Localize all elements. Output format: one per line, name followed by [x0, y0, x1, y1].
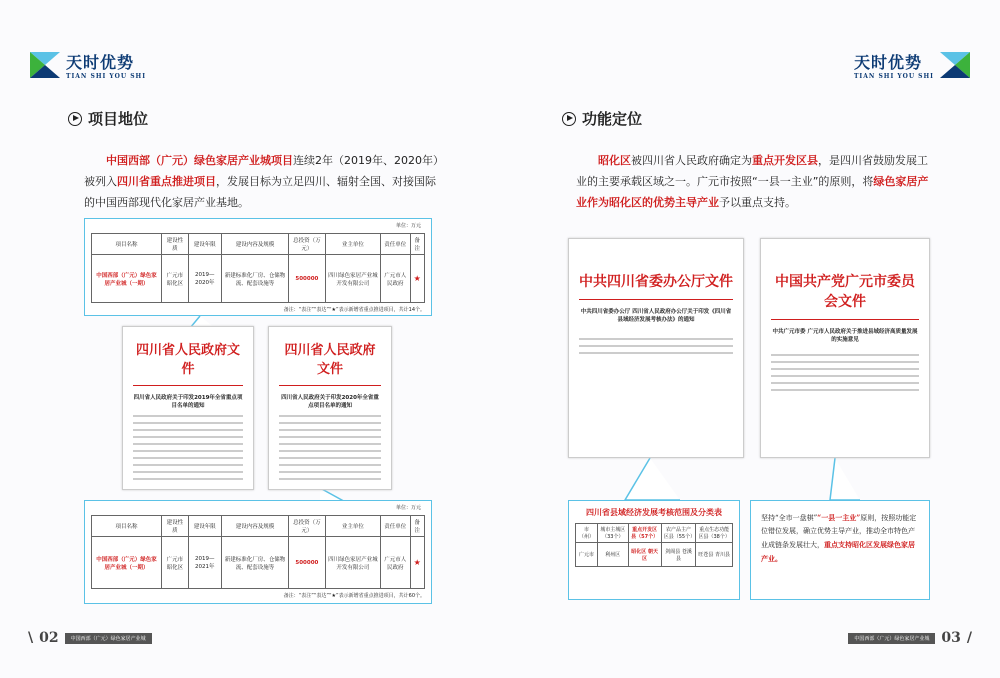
table-row: 中国西部（广元）绿色家居产业城（一期） 广元市昭化区 2019—2021年 新建标准化厂房、仓储物流、配套设施等 500000 四川绿色家居产业城开发有限公司 广元市人民政府 ★ — [92, 537, 425, 589]
provincial-doc-2019: 四川省人民政府文件 四川省人民政府关于印发2019年全省重点项目名单的通知 — [122, 326, 254, 490]
key-project-table-2020: 单位：万元 项目名称 建设性质 建设年限 建设内容及规模 总投资（万元） 业主单位 责任单位 备注 中国西部（广元）绿色家居产业城（一期） 广元市昭化区 2019—2021年 新建标准化厂房、仓储物流、配套设施等 500000 四川绿色家居产业城开发有限公司 广元市人民政府 ★ 备注：“表注”“表达”“★”表示新增省重点推进项目，共计60个。 — [84, 500, 432, 604]
brand-title: 天时优势 — [853, 53, 922, 72]
key-project-table-2019: 单位：万元 项目名称 建设性质 建设年限 建设内容及规模 总投资（万元） 业主单位 责任单位 备注 中国西部（广元）绿色家居产业城（一期） 广元市昭化区 2019—2020年 新建标准化厂房、仓储物流、配套设施等 500000 四川绿色家居产业城开发有限公司 广元市人民政府 ★ 备注：“表注”“表达”“★”表示新增省重点推进项目，共计14个。 — [84, 218, 432, 316]
county-classification-table: 四川省县域经济发展考核范围及分类表 市（州） 城市主城区（33个） 重点开发区县（57个） 农产品主产区县（55个） 重点生态功能区县（38个） 广元市 利州区 昭化区 朝天区 剑阁县 苍溪县 旺苍县 青川县 — [568, 500, 740, 600]
city-committee-doc: 中国共产党广元市委员会文件 中共广元市委 广元市人民政府关于推进县域经济高质量发展的实施意见 — [760, 238, 930, 458]
brand-subtitle: TIAN SHI YOU SHI — [853, 73, 934, 80]
table-header-row: 项目名称 建设性质 建设年限 建设内容及规模 总投资（万元） 业主单位 责任单位 备注 — [92, 234, 425, 255]
table-header-row: 项目名称 建设性质 建设年限 建设内容及规模 总投资（万元） 业主单位 责任单位 备注 — [92, 516, 425, 537]
right-page — [500, 0, 1000, 678]
table-header-row: 市（州） 城市主城区（33个） 重点开发区县（57个） 农产品主产区县（55个） 重点生态功能区县（38个） — [576, 524, 733, 543]
policy-quote-box: 坚持“全市一盘棋”“一县一主业”原则，按照功能定位错位发展，确立优势主导产业，推动全市特色产业成链条发展壮大，重点支持昭化区发展绿色家居产业。 — [750, 500, 930, 600]
page-footer: \ 02 中国西部（广元）绿色家居产业城 — [28, 630, 152, 646]
footer-bar: 中国西部（广元）绿色家居产业城 — [848, 633, 935, 644]
table-row: 广元市 利州区 昭化区 朝天区 剑阁县 苍溪县 旺苍县 青川县 — [576, 543, 733, 567]
footer-bar: 中国西部（广元）绿色家居产业城 — [65, 633, 152, 644]
section-title: 项目地位 — [88, 110, 149, 128]
provincial-doc-2020: 四川省人民政府文件 四川省人民政府关于印发2020年全省重点项目名单的通知 — [268, 326, 392, 490]
page-number: 03 — [941, 630, 961, 646]
intro-paragraph: 中国西部（广元）绿色家居产业城项目连续2年（2019年、2020年）被列入四川省重点推进项目，发展目标为立足四川、辐射全国、对接国际的中国西部现代化家居产业基地。 — [84, 154, 444, 209]
section-title: 功能定位 — [582, 110, 643, 128]
brand-title: 天时优势 — [66, 53, 135, 72]
function-paragraph: 昭化区被四川省人民政府确定为重点开发区县，是四川省鼓励发展工业的主要承载区域之一。广元市按照“一县一主业”的原则，将绿色家居产业作为昭化区的优势主导产业予以重点支持。 — [576, 154, 929, 209]
brand-subtitle: TIAN SHI YOU SHI — [66, 73, 147, 80]
province-office-doc: 中共四川省委办公厅文件 中共四川省委办公厅 四川省人民政府办公厅关于印发《四川省县域经济发展考核办法》的通知 — [568, 238, 744, 458]
table-row: 中国西部（广元）绿色家居产业城（一期） 广元市昭化区 2019—2020年 新建标准化厂房、仓储物流、配套设施等 500000 四川绿色家居产业城开发有限公司 广元市人民政府 ★ — [92, 255, 425, 303]
page-footer: 中国西部（广元）绿色家居产业城 03 / — [848, 630, 972, 646]
page-number: 02 — [39, 630, 59, 646]
